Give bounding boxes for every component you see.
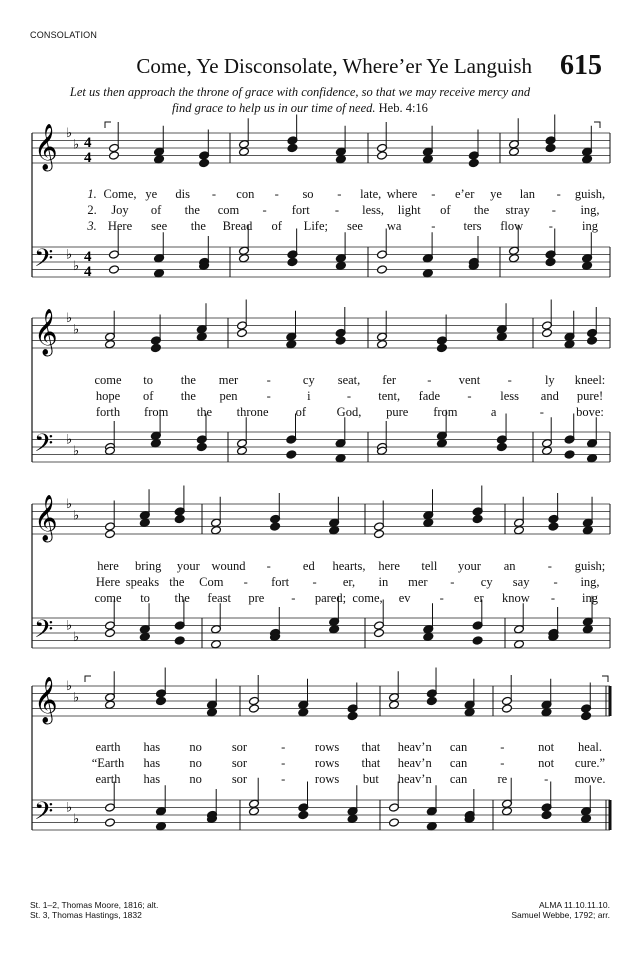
lyric-syllable: wound [211, 559, 246, 573]
lyric-syllable: pen [219, 389, 238, 403]
lyric-syllable: - [266, 373, 271, 387]
notehead [237, 328, 248, 337]
lyric-syllable: sor [231, 756, 248, 770]
treble-clef-icon: 𝄞 [34, 124, 58, 170]
lyric-syllable: mer [408, 575, 428, 589]
notehead [150, 439, 161, 448]
notehead [582, 261, 593, 270]
lyric-syllable: - [550, 591, 556, 605]
lyric-syllable: con [236, 187, 255, 201]
lyric-syllable: - [467, 389, 472, 403]
notehead [154, 155, 165, 164]
notehead [174, 636, 185, 645]
lyric-syllable: a [490, 405, 497, 419]
flat-icon: ♭ [66, 246, 73, 262]
notehead [109, 151, 120, 160]
lyric-syllable: Joy [111, 203, 129, 217]
notehead [211, 526, 222, 535]
tune-credits [420, 900, 610, 920]
text-credit-2: St. 3, Thomas Hastings, 1832 [30, 910, 142, 920]
text-credit-1: St. 1–2, Thomas Moore, 1816; alt. [30, 900, 159, 910]
notehead [422, 155, 433, 164]
lyric-syllable: ed [302, 559, 315, 573]
notehead [374, 628, 385, 637]
notehead [109, 265, 120, 274]
lyric-syllable: er, [342, 575, 356, 589]
lyric-syllable: fade [418, 389, 441, 403]
notehead [389, 700, 400, 709]
lyric-syllable: fort [271, 575, 290, 589]
lyric-syllable: and [540, 389, 559, 403]
lyric-syllable: see [151, 219, 168, 233]
lyric-syllable: the [473, 203, 490, 217]
verse-number: 3. [87, 219, 97, 233]
lyric-syllable: say [512, 575, 530, 589]
lyric-syllable: - [431, 187, 436, 201]
lyric-syllable: - [334, 203, 340, 217]
notehead [329, 625, 340, 634]
notehead [542, 446, 553, 455]
lyric-syllable: sor [231, 740, 248, 754]
notehead [514, 526, 525, 535]
flat-icon: ♭ [66, 431, 73, 447]
lyric-syllable: e’er [454, 187, 475, 201]
lyric-syllable: can [449, 756, 468, 770]
flat-icon: ♭ [73, 628, 80, 644]
lyric-syllable: - [551, 203, 556, 217]
scripture-reference: Heb. 4:16 [378, 101, 428, 115]
lyric-syllable: rows [314, 756, 340, 770]
flat-icon: ♭ [66, 496, 73, 511]
lyric-syllable: your [458, 559, 481, 573]
lyric-syllable: from [144, 405, 169, 419]
lyric-syllable: Com [199, 575, 224, 589]
notehead [105, 340, 116, 349]
lyric-syllable: - [243, 575, 248, 589]
notehead [249, 807, 260, 816]
lyric-syllable: - [281, 772, 286, 786]
lyric-syllable: here [97, 559, 119, 573]
notehead [105, 818, 116, 827]
notehead [211, 640, 222, 649]
lyric-syllable: no [189, 740, 202, 754]
lyric-syllable: see [347, 219, 363, 233]
lyric-syllable: - [211, 187, 217, 201]
lyric-syllable: light [397, 203, 421, 217]
lyric-syllable: - [439, 591, 444, 605]
lyric-syllable: bove: [576, 405, 604, 419]
lyric-syllable: pre [248, 591, 265, 605]
lyric-syllable: re [497, 772, 508, 786]
lyric-syllable: heav’n [397, 740, 432, 754]
lyric-syllable: where [386, 187, 418, 201]
notehead [335, 261, 346, 270]
lyric-syllable: can [449, 772, 468, 786]
bass-clef-icon: 𝄢 [34, 429, 54, 464]
notehead [298, 708, 309, 717]
notehead [298, 810, 309, 819]
notehead [423, 632, 434, 641]
lyric-syllable: seat, [337, 373, 361, 387]
lyric-syllable: Here [107, 219, 133, 233]
notehead [582, 155, 593, 164]
notehead [581, 711, 592, 720]
notehead [156, 822, 167, 831]
lyric-syllable: - [556, 187, 561, 201]
lyric-syllable: - [450, 575, 455, 589]
notehead [509, 254, 520, 263]
lyric-syllable: Come, [103, 187, 137, 201]
lyric-syllable: that [361, 756, 381, 770]
lyric-syllable: of [440, 203, 451, 217]
lyric-syllable: an [503, 559, 516, 573]
notehead [105, 700, 116, 709]
notehead [239, 254, 250, 263]
notehead [377, 265, 388, 274]
lyric-syllable: hope [95, 389, 121, 403]
notehead [139, 632, 150, 641]
lyric-syllable: - [427, 373, 432, 387]
lyric-syllable: cy [302, 373, 315, 387]
flat-icon: ♭ [73, 442, 80, 458]
notehead [377, 340, 388, 349]
lyric-syllable: heav’n [397, 772, 432, 786]
notehead [237, 446, 248, 455]
lyric-syllable: your [176, 559, 200, 573]
lyric-syllable: ev [398, 591, 411, 605]
lyric-syllable: the [169, 575, 185, 589]
lyric-syllable: dis [175, 187, 190, 201]
lyric-syllable: ing [582, 591, 598, 605]
lyric-syllable: come [94, 373, 122, 387]
notehead [436, 343, 447, 352]
treble-clef-icon: 𝄞 [34, 677, 58, 723]
lyric-syllable: no [189, 756, 202, 770]
notehead [156, 696, 167, 705]
lyric-syllable: tell [421, 559, 438, 573]
time-signature: 4 [84, 249, 92, 265]
notehead [464, 708, 475, 717]
lyric-syllable: Life; [303, 219, 328, 233]
bass-clef-icon: 𝄢 [34, 244, 54, 279]
notehead [374, 529, 385, 538]
notehead [426, 696, 437, 705]
lyric-syllable: - [431, 219, 436, 233]
lyric-syllable: - [281, 740, 286, 754]
notehead [174, 514, 185, 523]
treble-clef-icon: 𝄞 [34, 495, 58, 541]
category-label: CONSOLATION [30, 30, 98, 40]
lyric-syllable: rows [314, 772, 340, 786]
notehead [502, 807, 513, 816]
lyric-syllable: - [500, 740, 505, 754]
flat-icon: ♭ [73, 136, 80, 152]
lyric-syllable: - [500, 756, 505, 770]
notehead [239, 147, 250, 156]
lyric-syllable: - [262, 203, 267, 217]
notehead [564, 450, 575, 459]
lyric-syllable: of [150, 203, 162, 217]
lyric-syllable: the [190, 219, 206, 233]
lyric-syllable: pared; [314, 591, 347, 605]
notehead [335, 336, 346, 345]
notehead [496, 442, 507, 451]
lyric-syllable: - [548, 219, 553, 233]
lyric-syllable: the [180, 389, 196, 403]
notehead [105, 529, 116, 538]
lyric-syllable: the [180, 373, 196, 387]
notehead [426, 822, 437, 831]
lyric-syllable: - [281, 756, 286, 770]
time-signature: 4 [84, 264, 92, 280]
lyric-syllable: cy [480, 575, 493, 589]
notehead [472, 514, 483, 523]
flat-icon: ♭ [73, 507, 80, 523]
lyric-syllable: of [142, 389, 154, 403]
lyric-syllable: forth [95, 405, 121, 419]
lyric-syllable: fort [291, 203, 310, 217]
lyric-syllable: ing [582, 219, 598, 233]
scripture-text: Let us then approach the throne of grace with confidence, so that we may receive mercy and find grace to help us in our time of need. [69, 85, 531, 115]
notehead [582, 625, 593, 634]
lyric-syllable: - [507, 373, 512, 387]
notehead [496, 332, 507, 341]
lyric-syllable: vent [458, 373, 481, 387]
notehead [502, 704, 513, 713]
notehead [545, 143, 556, 152]
notehead [139, 518, 150, 527]
lyric-syllable: - [539, 405, 544, 419]
lyric-syllable: guish; [574, 559, 606, 573]
notehead [587, 454, 598, 463]
lyric-syllable: fer [382, 373, 397, 387]
notehead [154, 269, 165, 278]
lyric-syllable: wa [386, 219, 402, 233]
bass-clef-icon: 𝄢 [34, 615, 54, 650]
time-signature: 4 [84, 135, 92, 151]
notehead [249, 704, 260, 713]
notehead [347, 711, 358, 720]
lyric-syllable: late, [360, 187, 382, 201]
lyric-syllable: - [337, 187, 342, 201]
lyric-syllable: know [501, 591, 530, 605]
notehead [207, 708, 218, 717]
lyric-syllable: tent, [378, 389, 401, 403]
notehead [468, 158, 479, 167]
lyric-syllable: kneel: [574, 373, 606, 387]
lyric-syllable: i [307, 389, 311, 403]
notehead [548, 522, 559, 531]
lyric-syllable: from [433, 405, 458, 419]
notehead [581, 814, 592, 823]
hymn-title: Come, Ye Disconsolate, Where’er Ye Languish [136, 54, 532, 78]
notehead [270, 522, 281, 531]
lyric-syllable: - [266, 389, 271, 403]
notehead [436, 439, 447, 448]
verse-number: 2. [87, 203, 97, 217]
lyric-syllable: heav’n [397, 756, 432, 770]
lyric-syllable: stray [505, 203, 530, 217]
bracket-mark [602, 676, 608, 682]
lyric-syllable: the [184, 203, 200, 217]
lyric-syllable: has [143, 756, 161, 770]
lyric-syllable: com [217, 203, 240, 217]
music-credit: Samuel Webbe, 1792; arr. [511, 910, 610, 920]
lyric-syllable: throne [236, 405, 269, 419]
notehead [347, 814, 358, 823]
lyric-syllable: the [174, 591, 190, 605]
lyric-syllable: ing, [580, 575, 600, 589]
flat-icon: ♭ [73, 810, 80, 826]
notehead [541, 708, 552, 717]
bracket-mark [85, 676, 91, 682]
notehead [196, 332, 207, 341]
lyric-syllable: - [544, 772, 549, 786]
lyric-syllable: - [291, 591, 296, 605]
notehead [542, 328, 553, 337]
lyric-syllable: ye [490, 187, 502, 201]
bracket-mark [594, 122, 600, 128]
lyric-syllable: pure [386, 405, 409, 419]
lyric-syllable: - [266, 559, 271, 573]
lyric-syllable: - [274, 187, 279, 201]
lyric-syllable: lan [519, 187, 535, 201]
lyric-syllable: not [538, 756, 555, 770]
lyric-syllable: er [473, 591, 484, 605]
lyric-syllable: move. [574, 772, 606, 786]
lyric-syllable: but [362, 772, 379, 786]
lyric-syllable: mer [218, 373, 239, 387]
notehead [286, 340, 297, 349]
flat-icon: ♭ [73, 321, 80, 337]
notehead [335, 155, 346, 164]
bass-clef-icon: 𝄢 [34, 797, 54, 832]
lyric-syllable: in [378, 575, 389, 589]
flat-icon: ♭ [66, 617, 73, 633]
lyric-syllable: rows [314, 740, 340, 754]
bracket-mark [105, 122, 111, 128]
lyric-syllable: ters [463, 219, 482, 233]
notehead [329, 526, 340, 535]
lyric-syllable: can [449, 740, 468, 754]
lyric-syllable: here [378, 559, 400, 573]
lyric-syllable: bring [134, 559, 162, 573]
lyric-syllable: to [143, 373, 154, 387]
lyric-syllable: that [361, 740, 381, 754]
notehead [377, 151, 388, 160]
lyric-syllable: earth [95, 740, 121, 754]
notehead [335, 454, 346, 463]
lyric-syllable: sor [231, 772, 248, 786]
tune-name: ALMA 11.10.11.10. [538, 900, 610, 910]
lyric-syllable: Here [95, 575, 121, 589]
lyric-syllable: ly [544, 373, 555, 387]
notehead [287, 257, 298, 266]
notehead [199, 158, 210, 167]
lyric-syllable: not [538, 740, 555, 754]
notehead [472, 636, 483, 645]
flat-icon: ♭ [66, 678, 73, 693]
lyric-syllable: cure.” [574, 756, 606, 770]
notehead [545, 257, 556, 266]
lyric-syllable: to [140, 591, 150, 605]
verse-number: 1. [87, 187, 97, 201]
lyric-syllable: pure! [576, 389, 604, 403]
lyric-syllable: come, [352, 591, 383, 605]
lyric-syllable: the [196, 405, 213, 419]
lyric-syllable: less, [362, 203, 384, 217]
hymn-number: 615 [560, 50, 602, 81]
flat-icon: ♭ [66, 799, 73, 815]
lyric-syllable: less [500, 389, 520, 403]
notehead [287, 143, 298, 152]
lyric-syllable: has [143, 772, 161, 786]
lyric-syllable: guish, [574, 187, 606, 201]
lyric-syllable: Bread [222, 219, 253, 233]
lyric-syllable: come [94, 591, 122, 605]
flat-icon: ♭ [66, 125, 73, 140]
lyric-syllable: heal. [578, 740, 602, 754]
lyric-syllable: feast [207, 591, 232, 605]
notehead [564, 340, 575, 349]
flat-icon: ♭ [73, 257, 80, 273]
lyric-syllable: flow [500, 219, 524, 233]
lyric-syllable: - [553, 575, 558, 589]
lyric-syllable: speaks [125, 575, 160, 589]
notehead [196, 442, 207, 451]
notehead [286, 450, 297, 459]
lyric-syllable: earth [95, 772, 121, 786]
notehead [582, 526, 593, 535]
lyric-syllable: - [312, 575, 317, 589]
lyric-syllable: of [271, 219, 282, 233]
lyric-syllable: ing, [580, 203, 600, 217]
flat-icon: ♭ [66, 310, 73, 325]
lyric-syllable: God, [336, 405, 362, 419]
lyric-syllable: ye [145, 187, 158, 201]
notehead [105, 628, 116, 637]
notehead [422, 269, 433, 278]
notehead [541, 810, 552, 819]
lyric-syllable: so [302, 187, 314, 201]
lyric-syllable: “Earth [91, 756, 125, 770]
lyric-syllable: - [346, 389, 352, 403]
notehead [389, 818, 400, 827]
lyric-syllable: - [547, 559, 552, 573]
notehead [587, 336, 598, 345]
notehead [514, 640, 525, 649]
treble-clef-icon: 𝄞 [34, 309, 58, 355]
notehead [509, 147, 520, 156]
lyric-syllable: hearts, [332, 559, 366, 573]
lyric-syllable: no [189, 772, 202, 786]
flat-icon: ♭ [73, 689, 80, 705]
notehead [423, 518, 434, 527]
time-signature: 4 [84, 150, 92, 166]
notehead [150, 343, 161, 352]
lyric-syllable: has [143, 740, 161, 754]
text-credits [30, 900, 158, 920]
lyric-syllable: of [295, 405, 307, 419]
